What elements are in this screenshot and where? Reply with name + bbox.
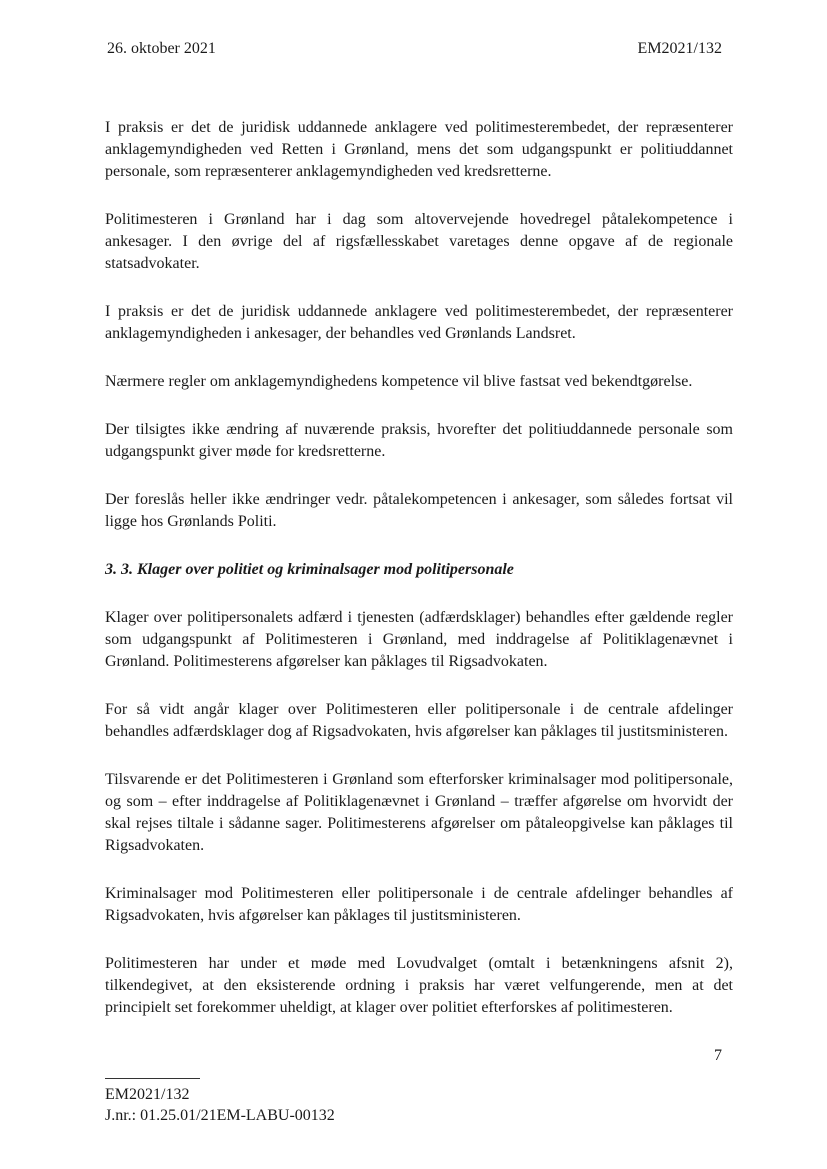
section-heading: 3. 3. Klager over politiet og kriminalsager mod politipersonale [105, 561, 514, 578]
header-date: 26. oktober 2021 [107, 40, 216, 57]
paragraph-7: Klager over politipersonalets adfærd i tjenesten (adfærdsklager) behandles efter gældende regler som udgangspunkt af Politimesteren i Grønland, med inddragelse af Politiklagenævnet i Grønland. Politimesterens afgørelser kan påklages til Rigsadvokaten. [105, 609, 733, 670]
paragraph-2: Politimesteren i Grønland har i dag som altovervejende hovedregel påtalekompetence i ankesager. I den øvrige del af rigsfællesskabet varetages denne opgave af de regionale statsadvokater. [105, 211, 733, 272]
paragraph-8: For så vidt angår klager over Politimesteren eller politipersonale i de centrale afdelinger behandles adfærdsklager dog af Rigsadvokaten, hvis afgørelser kan påklages til justitsministeren. [105, 701, 733, 740]
page-number: 7 [714, 1047, 722, 1064]
footer-doc-id: EM2021/132 [105, 1086, 190, 1103]
header-doc-id: EM2021/132 [637, 40, 722, 57]
paragraph-9: Tilsvarende er det Politimesteren i Grønland som efterforsker kriminalsager mod politipersonale, og som – efter inddragelse af Politiklagenævnet i Grønland – træffer afgørelse om hvorvidt der skal rejses tiltale i sådanne sager. Politimesterens afgørelser om påtaleopgivelse kan påklages til Rigsadvokaten. [105, 771, 733, 854]
paragraph-10: Kriminalsager mod Politimesteren eller politipersonale i de centrale afdelinger behandles af Rigsadvokaten, hvis afgørelser kan påklages til justitsministeren. [105, 885, 733, 924]
paragraph-4: Nærmere regler om anklagemyndighedens kompetence vil blive fastsat ved bekendtgørelse. [105, 373, 693, 390]
footer-journal-number: J.nr.: 01.25.01/21EM-LABU-00132 [105, 1107, 335, 1124]
footer-divider [105, 1078, 200, 1079]
paragraph-1: I praksis er det de juridisk uddannede anklagere ved politimesterembedet, der repræsenterer anklagemyndigheden ved Retten i Grønland, mens det som udgangspunkt er politiuddannet personale, som repræsenterer anklagemyndigheden ved kredsretterne. [105, 119, 733, 180]
footer [105, 1084, 335, 1126]
paragraph-5: Der tilsigtes ikke ændring af nuværende praksis, hvorefter det politiuddannede personale som udgangspunkt giver møde for kredsretterne. [105, 421, 733, 460]
paragraph-6: Der foreslås heller ikke ændringer vedr. påtalekompetencen i ankesager, som således fortsat vil ligge hos Grønlands Politi. [105, 491, 733, 530]
paragraph-11: Politimesteren har under et møde med Lovudvalget (omtalt i betænkningens afsnit 2), tilkendegivet, at den eksisterende ordning i praksis har været velfungerende, men at det principielt set forekommer uheldigt, at klager over politiet efterforskes af politimesteren. [105, 955, 733, 1016]
paragraph-3: I praksis er det de juridisk uddannede anklagere ved politimesterembedet, der repræsenterer anklagemyndigheden i ankesager, der behandles ved Grønlands Landsret. [105, 303, 733, 342]
document-body [105, 117, 733, 1045]
